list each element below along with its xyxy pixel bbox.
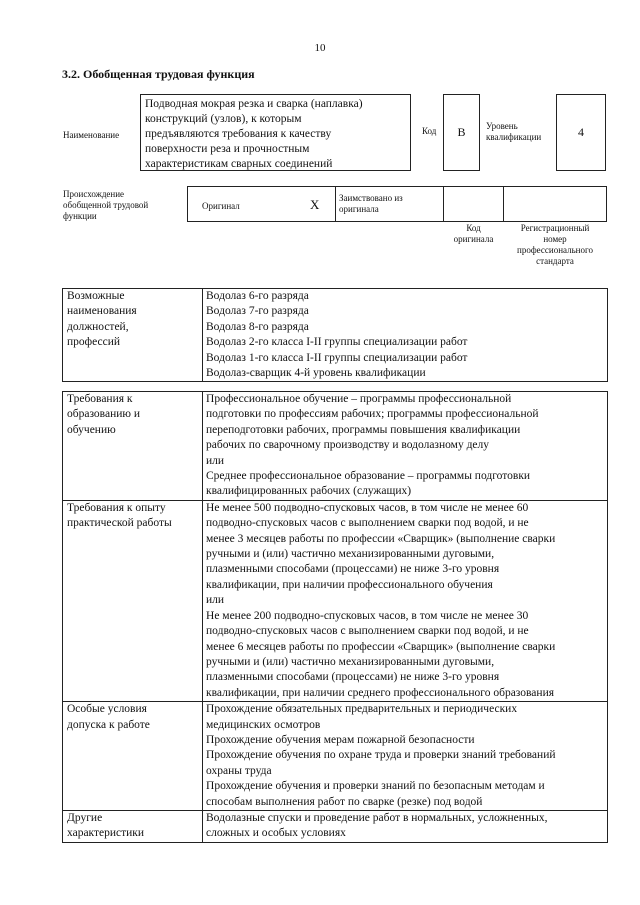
experience-label-cell: Требования к опыту практической работы	[63, 500, 203, 701]
page-number: 10	[314, 42, 326, 54]
positions-value-cell	[203, 289, 608, 382]
table-row	[63, 810, 608, 842]
borrowed-label: Заимствовано из оригинала	[339, 193, 403, 214]
function-name-line: характеристикам сварных соединений	[145, 158, 333, 170]
code-original-cell	[443, 186, 504, 222]
list-item: Водолаз 8-го разряда	[206, 320, 309, 333]
level-value: 4	[556, 94, 606, 171]
function-name-box	[140, 94, 411, 171]
experience-value-cell: Не менее 500 подводно-спусковых часов, в том числе не менее 60 подводно-спусковых часов с выполнением сварки под водой, и не менее 3 месяцев работы по профессии «Сварщик» (выполнение сварки ручными и (или) частично механизированными дуговыми, плазменными способами (процессами) не ниже 3-го уровня квалификации, при наличии профессионального обучения или Не менее 200 подводно-спусковых часов, в том числе не менее 30 подводно-спусковых часов с выполнением сварки под водой, и не менее 6 месяцев работы по профессии «Сварщик» (выполнение сварки ручными и (или) частично механизированными дуговыми, плазменными способами (процессами) не ниже 3-го уровня квалификации, при наличии среднего профессионального образования	[203, 500, 608, 701]
table-row	[63, 500, 608, 701]
list-item: Водолаз 2-го класса I-II группы специализации работ	[206, 336, 468, 349]
name-label: Наименование	[63, 130, 120, 140]
requirements-table	[62, 391, 608, 843]
borrowed-cell	[335, 186, 444, 222]
table-row	[63, 289, 608, 382]
other-value-cell: Водолазные спуски и проведение работ в нормальных, усложненных, сложных и особых условиях	[203, 810, 608, 842]
level-label: Уровень квалификации	[486, 121, 542, 142]
section-title: 3.2. Обобщенная трудовая функция	[62, 67, 255, 81]
list-item: Водолаз 7-го разряда	[206, 305, 309, 318]
origin-label: Происхождение обобщенной трудовой функции	[63, 189, 149, 221]
reg-number-cell	[503, 186, 607, 222]
special-conditions-value-cell: Прохождение обязательных предварительных и периодических медицинских осмотров Прохождение обучения мерам пожарной безопасности Прохождение обучения по охране труда и проверки знаний требований охраны труда Прохождение обучения и проверки знаний по безопасным методам и способам выполнения работ по сварке (резке) под водой	[203, 702, 608, 811]
other-label-cell: Другие характеристики	[63, 810, 203, 842]
function-name-line: поверхности реза и прочностным	[145, 143, 310, 155]
code-original-caption: Код оригинала	[453, 223, 494, 244]
list-item: Водолаз 6-го разряда	[206, 290, 309, 302]
function-name-line: конструкций (узлов), к которым	[145, 113, 302, 125]
reg-number-caption: Регистрационный номер профессионального стандарта	[517, 223, 593, 266]
positions-table	[62, 288, 608, 382]
function-name-line: предъявляются требования к качеству	[145, 128, 332, 140]
list-item: Водолаз 1-го класса I-II группы специализации работ	[206, 351, 468, 364]
original-cell	[187, 186, 336, 222]
function-name-line: Подводная мокрая резка и сварка (наплавка)	[145, 98, 363, 110]
list-item: Водолаз-сварщик 4-й уровень квалификации	[206, 367, 426, 380]
education-value-cell: Профессиональное обучение – программы профессиональной подготовки по профессиям рабочих; программы профессиональной переподготовки рабочих, программы повышения квалификации рабочих по сварочному производству и водолазному делу или Среднее профессиональное образование – программы подготовки квалифицированных рабочих (служащих)	[203, 392, 608, 501]
special-conditions-label-cell: Особые условия допуска к работе	[63, 702, 203, 811]
table-row	[63, 392, 608, 501]
table-row	[63, 702, 608, 811]
positions-label-cell: Возможные наименования должностей, профессий	[63, 289, 203, 382]
original-mark: X	[310, 197, 320, 212]
original-label: Оригинал	[202, 201, 240, 211]
education-label-cell: Требования к образованию и обучению	[63, 392, 203, 501]
code-value: B	[443, 94, 480, 171]
code-label: Код	[422, 126, 437, 136]
